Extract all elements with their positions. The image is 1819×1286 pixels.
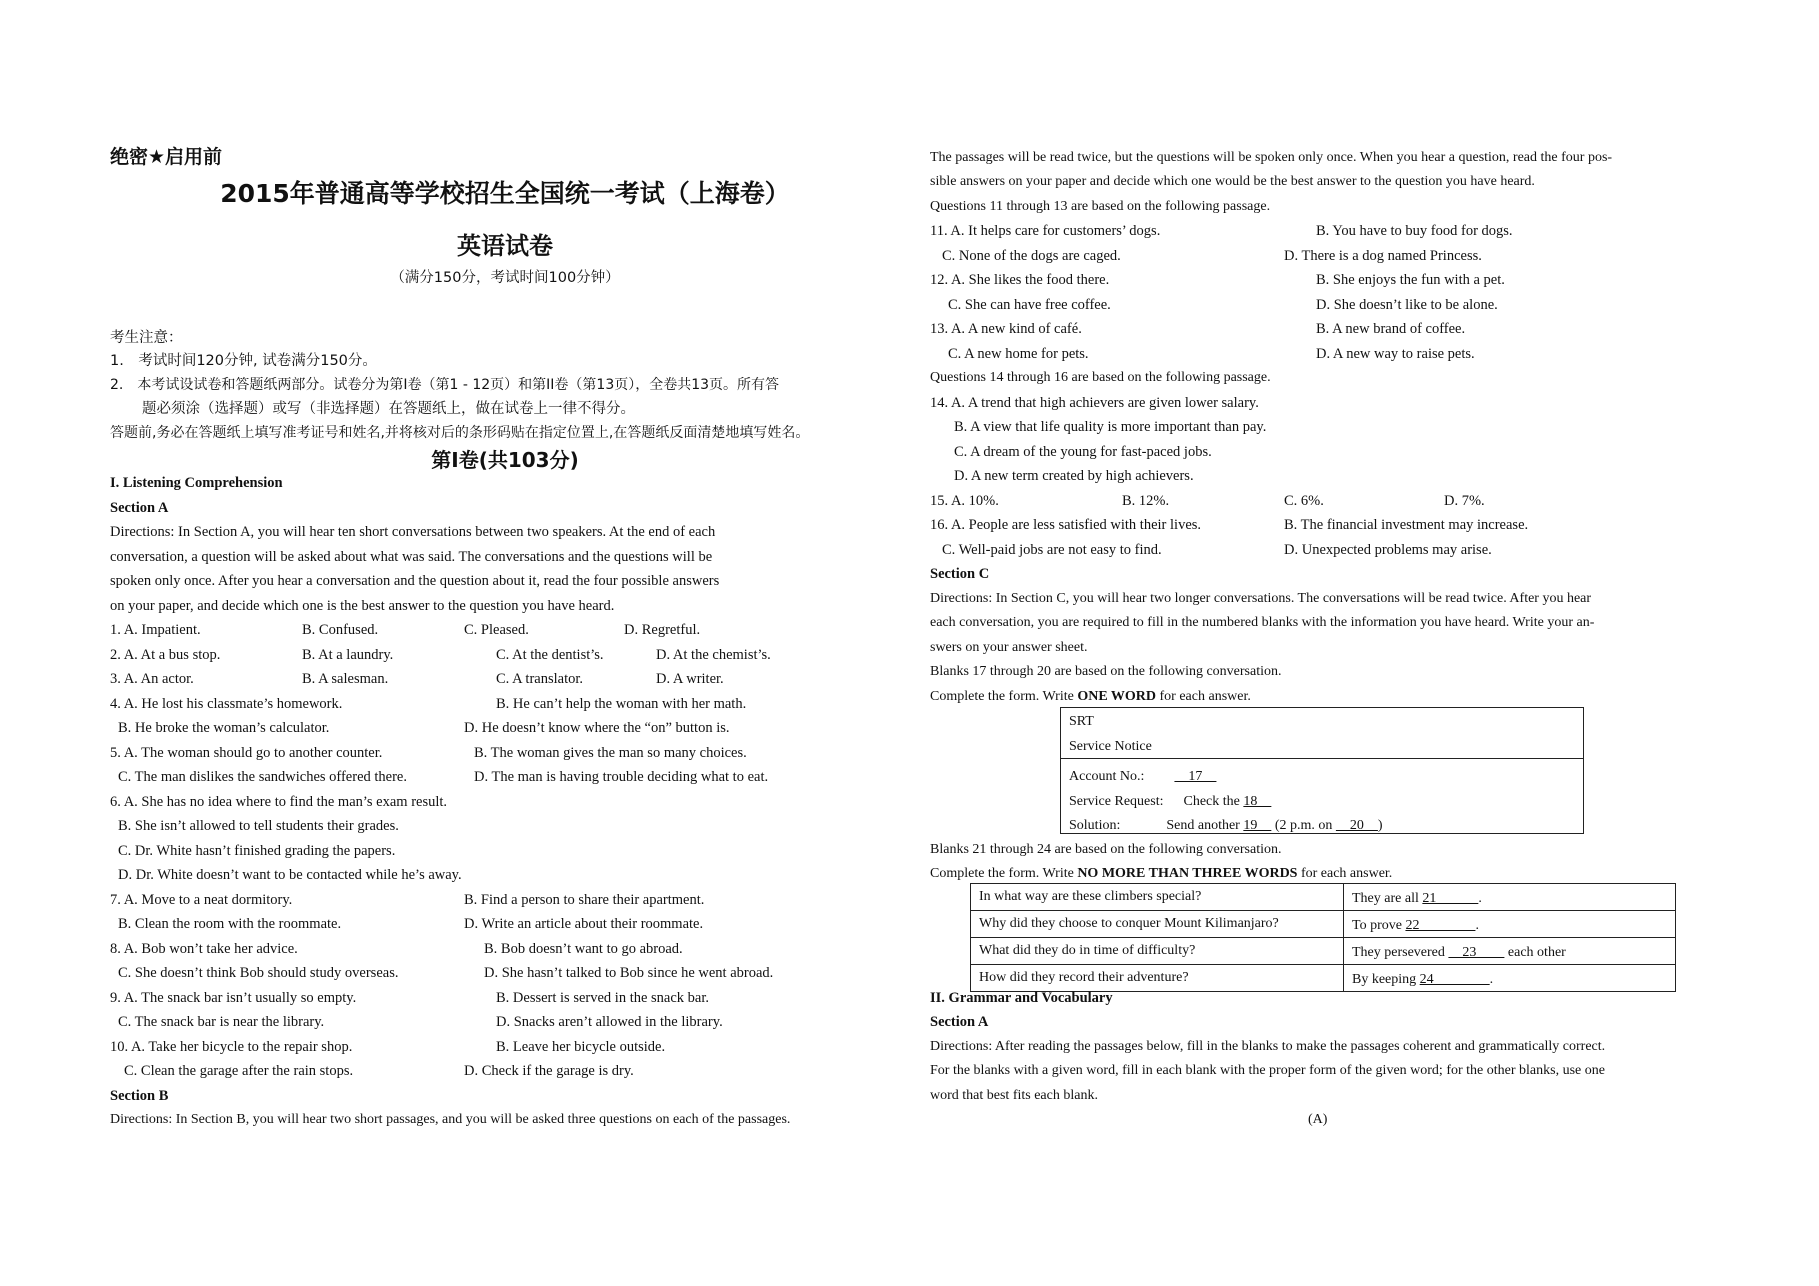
- q14-option-b: B. A view that life quality is more important than pay.: [954, 419, 1267, 435]
- q14-option-c: C. A dream of the young for fast-paced jobs.: [954, 444, 1212, 460]
- q12-option-c: C. She can have free coffee.: [948, 297, 1111, 313]
- q2-option-c: C. At the dentist’s.: [496, 647, 604, 663]
- q11-option-d: D. There is a dog named Princess.: [1284, 248, 1482, 264]
- directions-line: on your paper, and decide which one is the best answer to the question you have heard.: [110, 598, 615, 614]
- q15-option-b: B. 12%.: [1122, 493, 1170, 509]
- section-c-directions: Directions: In Section C, you will hear two longer conversations. The conversations will be read twice. After you hear: [930, 591, 1592, 606]
- form-request-row: Service Request: Check the 18: [1069, 794, 1272, 809]
- q12-option-b: B. She enjoys the fun with a pet.: [1316, 272, 1505, 288]
- exam-note: （满分150分，考试时间100分钟）: [390, 270, 620, 286]
- intro-line: sible answers on your paper and decide which one would be the best answer to the question you have heard.: [930, 174, 1535, 189]
- q13-option-b: B. A new brand of coffee.: [1316, 321, 1466, 337]
- section-c-directions: each conversation, you are required to fill in the numbered blanks with the information you have heard. Write your an-: [930, 615, 1595, 630]
- notice-item-1: 1. 考试时间120分钟, 试卷满分150分。: [110, 353, 377, 369]
- blank-22: 22: [1405, 918, 1476, 933]
- section-c-heading: Section C: [930, 566, 990, 582]
- table-cell: By keeping 24 .: [1344, 965, 1676, 992]
- form-instruction: Complete the form. Write ONE WORD for each answer.: [930, 689, 1251, 704]
- passage-label: (A): [1308, 1112, 1328, 1127]
- q4-option-a: 4. A. He lost his classmate’s homework.: [110, 696, 343, 712]
- q3-option-a: 3. A. An actor.: [110, 671, 194, 687]
- q13-option-d: D. A new way to raise pets.: [1316, 346, 1475, 362]
- q9-option-d: D. Snacks aren’t allowed in the library.: [496, 1014, 723, 1030]
- q1-option-b: B. Confused.: [302, 622, 379, 638]
- q8-option-b: B. Bob doesn’t want to go abroad.: [484, 941, 683, 957]
- directions-line: Directions: In Section A, you will hear ten short conversations between two speakers. At the end of each: [110, 524, 716, 540]
- q3-option-c: C. A translator.: [496, 671, 583, 687]
- q8-option-d: D. She hasn’t talked to Bob since he went abroad.: [484, 965, 774, 981]
- grammar-directions: For the blanks with a given word, fill in each blank with the proper form of the given word; for the other blanks, use one: [930, 1063, 1605, 1078]
- grammar-directions: word that best fits each blank.: [930, 1088, 1098, 1103]
- directions-line: spoken only once. After you hear a conversation and the question about it, read the four possible answers: [110, 573, 720, 589]
- q9-option-a: 9. A. The snack bar isn’t usually so empty.: [110, 990, 357, 1006]
- q1-option-d: D. Regretful.: [624, 622, 701, 638]
- q9-option-b: B. Dessert is served in the snack bar.: [496, 990, 710, 1006]
- blank-18: 18: [1243, 794, 1272, 809]
- q3-option-b: B. A salesman.: [302, 671, 389, 687]
- q2-option-b: B. At a laundry.: [302, 647, 394, 663]
- table-cell: Why did they choose to conquer Mount Kilimanjaro?: [971, 911, 1344, 938]
- q6-option-b: B. She isn’t allowed to tell students their grades.: [118, 818, 399, 834]
- q4-option-c: B. He broke the woman’s calculator.: [118, 720, 330, 736]
- q7-option-a: 7. A. Move to a neat dormitory.: [110, 892, 293, 908]
- blank-24: 24: [1419, 972, 1490, 987]
- q16-option-b: B. The financial investment may increase.: [1284, 517, 1529, 533]
- passage-note: Questions 14 through 16 are based on the following passage.: [930, 370, 1271, 385]
- form-srt: SRT: [1069, 714, 1094, 729]
- form-service-notice: Service Notice: [1069, 739, 1152, 754]
- q8-option-a: 8. A. Bob won’t take her advice.: [110, 941, 298, 957]
- q11-option-b: B. You have to buy food for dogs.: [1316, 223, 1513, 239]
- table-cell: What did they do in time of difficulty?: [971, 938, 1344, 965]
- form-solution-row: Solution: Send another 19 (2 p.m. on 20 ): [1069, 818, 1383, 833]
- blank-23: 23: [1448, 945, 1505, 960]
- notice-item-2b: 题必须涂（选择题）或写（非选择题）在答题纸上，做在试卷上一律不得分。: [142, 401, 635, 417]
- q16-option-d: D. Unexpected problems may arise.: [1284, 542, 1492, 558]
- q9-option-c: C. The snack bar is near the library.: [118, 1014, 325, 1030]
- form-divider: [1061, 758, 1583, 759]
- blank-17: 17: [1174, 769, 1217, 784]
- section-b-heading: Section B: [110, 1088, 169, 1104]
- q15-option-a: 15. A. 10%.: [930, 493, 999, 509]
- intro-line: The passages will be read twice, but the questions will be spoken only once. When you hear a question, read the four pos-: [930, 150, 1613, 165]
- notice-item-2a: 2. 本考试设试卷和答题纸两部分。试卷分为第I卷（第1 - 12页）和第II卷（第13页），全卷共13页。所有答: [110, 377, 780, 393]
- q6-option-c: C. Dr. White hasn’t finished grading the papers.: [118, 843, 396, 859]
- q10-option-d: D. Check if the garage is dry.: [464, 1063, 634, 1079]
- q3-option-d: D. A writer.: [656, 671, 724, 687]
- q4-option-d: D. He doesn’t know where the “on” button is.: [464, 720, 730, 736]
- section-a-heading: Section A: [110, 500, 169, 516]
- table-cell: In what way are these climbers special?: [971, 884, 1344, 911]
- blanks-note: Blanks 17 through 20 are based on the following conversation.: [930, 664, 1282, 679]
- table-cell: They are all 21 .: [1344, 884, 1676, 911]
- notice-heading: 考生注意：: [110, 330, 183, 346]
- blank-19: 19: [1243, 818, 1272, 833]
- q5-option-c: C. The man dislikes the sandwiches offered there.: [118, 769, 407, 785]
- climbers-table: [970, 883, 1676, 992]
- q11-option-a: 11. A. It helps care for customers’ dogs.: [930, 223, 1161, 239]
- q15-option-c: C. 6%.: [1284, 493, 1324, 509]
- service-notice-form: [1060, 707, 1584, 834]
- blanks-note: Blanks 21 through 24 are based on the following conversation.: [930, 842, 1282, 857]
- q7-option-c: B. Clean the room with the roommate.: [118, 916, 342, 932]
- q1-option-c: C. Pleased.: [464, 622, 529, 638]
- form-account-row: Account No.: 17: [1069, 769, 1217, 784]
- q5-option-a: 5. A. The woman should go to another counter.: [110, 745, 383, 761]
- blank-20: 20: [1335, 818, 1378, 833]
- q1-option-a: 1. A. Impatient.: [110, 622, 201, 638]
- table-row: [971, 911, 1676, 938]
- q13-option-a: 13. A. A new kind of café.: [930, 321, 1082, 337]
- notice-item-3: 答题前,务必在答题纸上填写准考证号和姓名,并将核对后的条形码贴在指定位置上,在答题纸反面清楚地填写姓名。: [110, 425, 810, 441]
- passage-note: Questions 11 through 13 are based on the following passage.: [930, 199, 1271, 214]
- q12-option-d: D. She doesn’t like to be alone.: [1316, 297, 1498, 313]
- grammar-section-a: Section A: [930, 1014, 989, 1030]
- q6-option-a: 6. A. She has no idea where to find the man’s exam result.: [110, 794, 448, 810]
- table-row: [971, 965, 1676, 992]
- q12-option-a: 12. A. She likes the food there.: [930, 272, 1110, 288]
- table-cell: They persevered 23 each other: [1344, 938, 1676, 965]
- q2-option-a: 2. A. At a bus stop.: [110, 647, 221, 663]
- section-c-directions: swers on your answer sheet.: [930, 640, 1088, 655]
- q5-option-d: D. The man is having trouble deciding what to eat.: [474, 769, 769, 785]
- part1-title: 第I卷(共103分): [431, 448, 579, 472]
- q16-option-c: C. Well-paid jobs are not easy to find.: [942, 542, 1162, 558]
- q7-option-d: D. Write an article about their roommate.: [464, 916, 704, 932]
- exam-title: 2015年普通高等学校招生全国统一考试（上海卷）: [220, 179, 790, 208]
- section-b-directions: Directions: In Section B, you will hear two short passages, and you will be asked three questions on each of the passages.: [110, 1112, 791, 1127]
- exam-subtitle: 英语试卷: [457, 232, 553, 260]
- table-row: [971, 884, 1676, 911]
- q7-option-b: B. Find a person to share their apartment.: [464, 892, 705, 908]
- q15-option-d: D. 7%.: [1444, 493, 1485, 509]
- q16-option-a: 16. A. People are less satisfied with their lives.: [930, 517, 1202, 533]
- table-row: [971, 938, 1676, 965]
- form-instruction: Complete the form. Write NO MORE THAN THREE WORDS for each answer.: [930, 866, 1393, 881]
- q10-option-b: B. Leave her bicycle outside.: [496, 1039, 666, 1055]
- q5-option-b: B. The woman gives the man so many choices.: [474, 745, 747, 761]
- table-cell: To prove 22 .: [1344, 911, 1676, 938]
- listening-heading: I. Listening Comprehension: [110, 475, 283, 491]
- q10-option-c: C. Clean the garage after the rain stops.: [124, 1063, 354, 1079]
- q2-option-d: D. At the chemist’s.: [656, 647, 771, 663]
- q11-option-c: C. None of the dogs are caged.: [942, 248, 1121, 264]
- q4-option-b: B. He can’t help the woman with her math.: [496, 696, 747, 712]
- q6-option-d: D. Dr. White doesn’t want to be contacted while he’s away.: [118, 867, 462, 883]
- q14-option-a: 14. A. A trend that high achievers are given lower salary.: [930, 395, 1259, 411]
- grammar-heading: II. Grammar and Vocabulary: [930, 990, 1113, 1006]
- q13-option-c: C. A new home for pets.: [948, 346, 1089, 362]
- q14-option-d: D. A new term created by high achievers.: [954, 468, 1194, 484]
- directions-line: conversation, a question will be asked about what was said. The conversations and the questions will be: [110, 549, 713, 565]
- table-cell: How did they record their adventure?: [971, 965, 1344, 992]
- grammar-directions: Directions: After reading the passages below, fill in the blanks to make the passages coherent and grammatically correct.: [930, 1039, 1606, 1054]
- q10-option-a: 10. A. Take her bicycle to the repair shop.: [110, 1039, 353, 1055]
- blank-21: 21: [1422, 891, 1479, 906]
- q8-option-c: C. She doesn’t think Bob should study overseas.: [118, 965, 399, 981]
- secret-label: 绝密★启用前: [110, 146, 223, 168]
